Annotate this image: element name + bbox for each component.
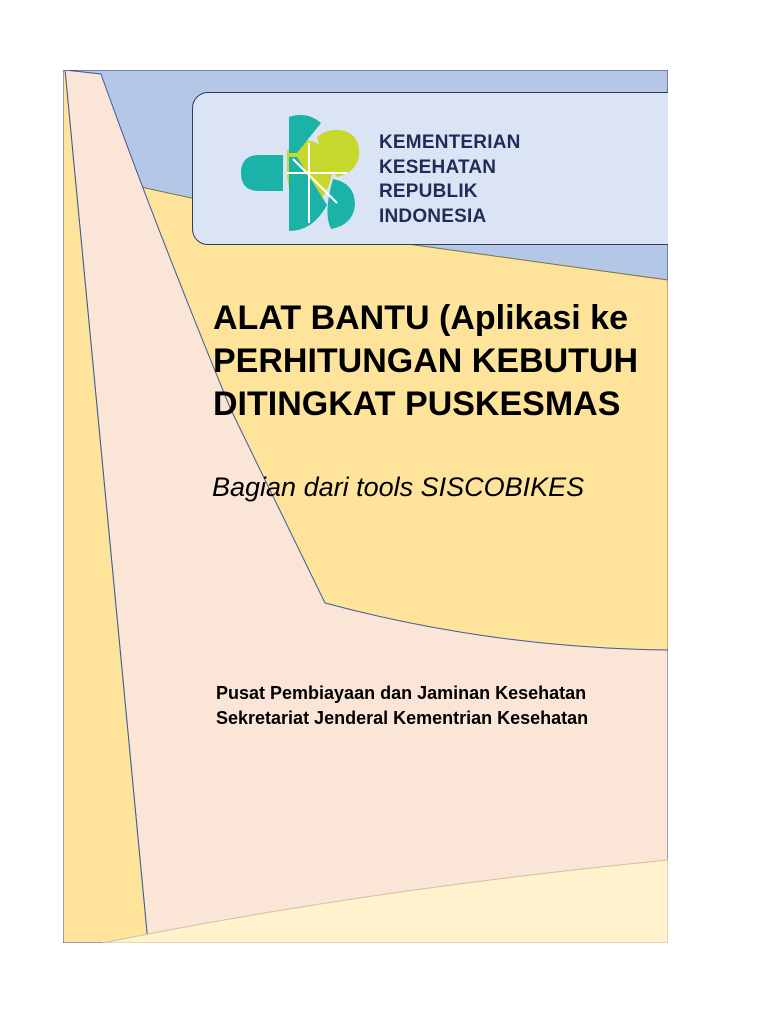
- cover-page: [63, 70, 668, 943]
- ministry-line: REPUBLIK: [379, 181, 478, 202]
- ministry-line: KEMENTERIAN: [379, 132, 521, 153]
- organization-line-2: Sekretariat Jenderal Kementrian Kesehatan: [216, 708, 589, 728]
- title-line-1: ALAT BANTU (Aplikasi ke: [213, 299, 628, 337]
- title-line-2: PERHITUNGAN KEBUTUH: [213, 342, 638, 380]
- organization-line-1: Pusat Pembiayaan dan Jaminan Kesehatan: [216, 683, 587, 703]
- ministry-logo-panel: [192, 92, 668, 245]
- document-subtitle: Bagian dari tools SISCOBIKES: [212, 472, 585, 502]
- ministry-line: INDONESIA: [379, 205, 487, 227]
- organization-block: [216, 681, 588, 731]
- ministry-name: [379, 131, 521, 229]
- document-title: [213, 297, 638, 426]
- ministry-line: KESEHATAN: [379, 156, 497, 178]
- ministry-logo-icon: [237, 113, 367, 235]
- title-line-3: DITINGKAT PUSKESMAS: [213, 385, 621, 423]
